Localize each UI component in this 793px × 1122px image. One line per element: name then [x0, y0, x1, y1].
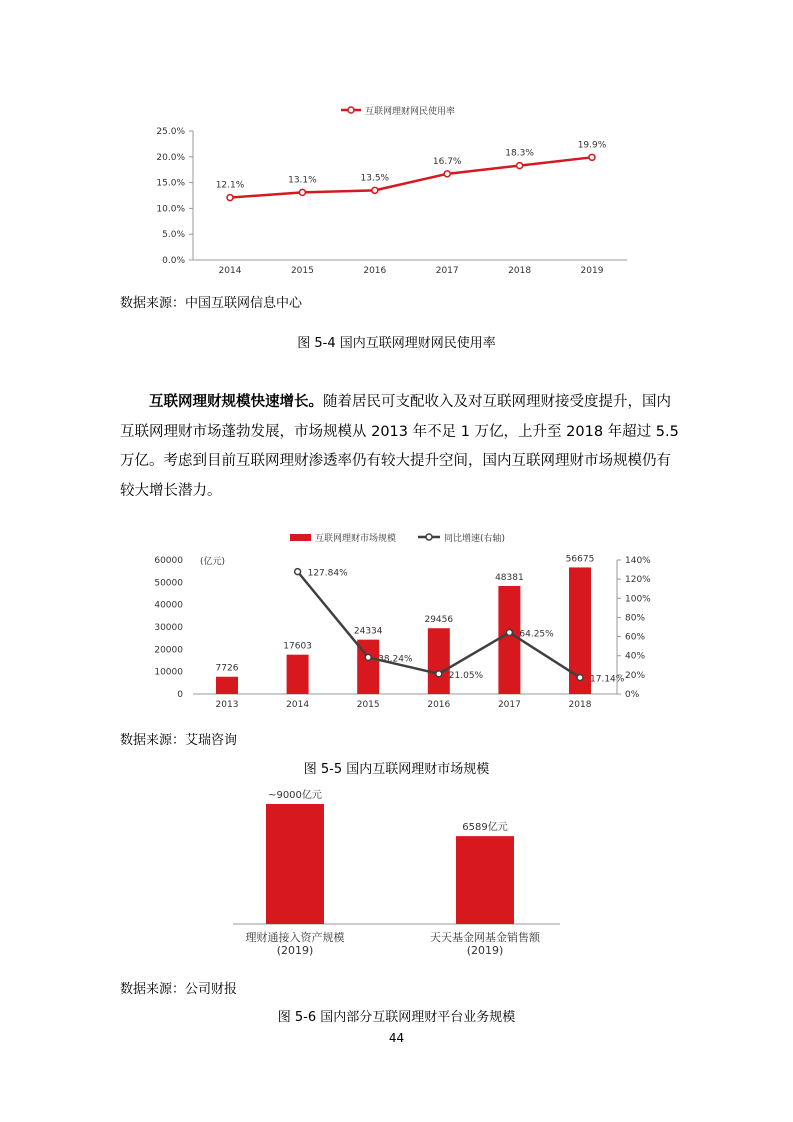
y-tick-label: 25.0% — [156, 127, 185, 137]
data-point — [444, 171, 450, 177]
y-right-tick-label: 120% — [625, 575, 651, 586]
growth-label: 17.14% — [590, 674, 625, 685]
bar-label: 56675 — [565, 554, 595, 565]
growth-point — [365, 654, 371, 660]
y-tick-label: 20.0% — [156, 152, 185, 163]
growth-point — [577, 675, 583, 681]
page-number: 44 — [388, 1031, 405, 1045]
data-label: 16.7% — [432, 156, 462, 167]
series-line — [230, 157, 592, 197]
data-point — [517, 163, 523, 169]
bar-label: ~9000亿元 — [268, 790, 322, 801]
y-left-tick-label: 60000 — [154, 556, 183, 566]
y-tick-label: 10.0% — [156, 204, 185, 215]
y-right-tick-label: 20% — [625, 670, 646, 681]
data-point — [299, 189, 305, 195]
y-left-tick-label: 30000 — [154, 623, 183, 633]
x-tick-label: 2015 — [356, 700, 380, 710]
bar — [456, 836, 514, 924]
growth-label: 64.25% — [519, 629, 554, 640]
bar-label: 24334 — [353, 626, 383, 637]
y-right-tick-label: 40% — [625, 651, 646, 662]
data-label: 13.1% — [288, 175, 317, 186]
growth-point — [295, 569, 301, 575]
category-label: 天天基金网基金销售额 — [430, 931, 540, 944]
data-point — [372, 187, 378, 193]
y-tick-label: 0.0% — [162, 256, 185, 266]
chart-internet-wealth-usage-rate — [0, 95, 793, 280]
bar-label: 29456 — [424, 615, 454, 626]
y-left-tick-label: 10000 — [154, 667, 183, 678]
y-left-tick-label: 50000 — [154, 578, 183, 589]
data-source-3: 数据来源：公司财报 — [120, 982, 238, 997]
growth-point — [506, 630, 512, 636]
y-right-tick-label: 140% — [625, 556, 651, 566]
data-source-2: 数据来源：艾瑞咨询 — [120, 733, 238, 748]
y-left-tick-label: 20000 — [154, 645, 183, 656]
data-label: 13.5% — [360, 173, 390, 184]
y-right-tick-label: 0% — [625, 690, 640, 700]
figure-caption-5-6: 图 5-6 国内部分互联网理财平台业务规模 — [277, 1010, 516, 1025]
x-tick-label: 2015 — [290, 266, 314, 276]
x-tick-label: 2016 — [427, 700, 451, 710]
bar — [498, 586, 520, 694]
y-left-tick-label: 40000 — [154, 600, 183, 611]
y-right-tick-label: 100% — [625, 594, 651, 605]
data-point — [589, 154, 595, 160]
legend-point-marker — [348, 107, 354, 113]
x-tick-label: 2016 — [363, 266, 387, 276]
data-label: 18.3% — [505, 148, 534, 159]
legend-point-marker — [426, 534, 432, 540]
x-tick-label: 2019 — [580, 266, 604, 276]
y-tick-label: 15.0% — [156, 178, 185, 189]
category-sublabel: (2019) — [466, 944, 504, 957]
bar — [287, 655, 309, 694]
growth-label: 38.24% — [378, 654, 413, 665]
bar — [216, 677, 238, 694]
y-left-tick-label: 0 — [177, 690, 183, 700]
x-tick-label: 2018 — [508, 266, 532, 276]
bar-label: 7726 — [215, 663, 239, 674]
y-axis-unit: (亿元) — [200, 557, 226, 567]
category-label: 理财通接入资产规模 — [245, 931, 345, 944]
body-paragraph — [120, 388, 680, 506]
legend-label: 同比增速(右轴) — [444, 534, 506, 544]
legend-bar-marker — [290, 534, 311, 541]
data-point — [227, 195, 233, 201]
y-right-tick-label: 60% — [625, 632, 646, 643]
chart-platform-business-size — [0, 782, 793, 964]
x-tick-label: 2017 — [497, 700, 521, 710]
x-tick-label: 2014 — [218, 266, 242, 276]
y-tick-label: 5.0% — [162, 230, 185, 241]
x-tick-label: 2014 — [286, 700, 310, 710]
x-tick-label: 2017 — [435, 266, 459, 276]
bar — [428, 628, 450, 694]
paragraph-heading: 互联网理财规模快速增长。 — [149, 394, 323, 410]
data-source-1: 数据来源：中国互联网信息中心 — [120, 296, 303, 311]
x-tick-label: 2018 — [568, 700, 592, 710]
growth-label: 127.84% — [307, 568, 348, 579]
y-right-tick-label: 80% — [625, 613, 646, 624]
bar — [266, 804, 324, 924]
growth-point — [436, 671, 442, 677]
data-label: 12.1% — [215, 180, 245, 191]
x-tick-label: 2013 — [215, 700, 239, 710]
legend-label: 互联网理财网民使用率 — [365, 107, 456, 117]
bar-label: 48381 — [495, 572, 524, 583]
bar-label: 6589亿元 — [462, 822, 508, 834]
figure-caption-5-5: 图 5-5 国内互联网理财市场规模 — [303, 762, 490, 777]
growth-label: 21.05% — [448, 670, 484, 681]
category-sublabel: (2019) — [276, 944, 314, 957]
figure-caption-5-4: 图 5-4 国内互联网理财网民使用率 — [297, 336, 496, 351]
paragraph-text: 随着居民可支配收入及对互联网理财接受度提升，国内互联网理财市场蓬勃发展，市场规模从 2013 年不足 1 万亿，上升至 2018 年超过 5.5 万亿。考虑到目前互联网理财渗透率仍有较大提升空间，国内互联网理财市场规模仍有较大增长潜力。 — [120, 394, 679, 499]
chart-internet-wealth-market-size — [0, 522, 793, 712]
data-label: 19.9% — [577, 140, 607, 151]
legend-label: 互联网理财市场规模 — [315, 534, 397, 544]
bar-label: 17603 — [283, 641, 312, 652]
